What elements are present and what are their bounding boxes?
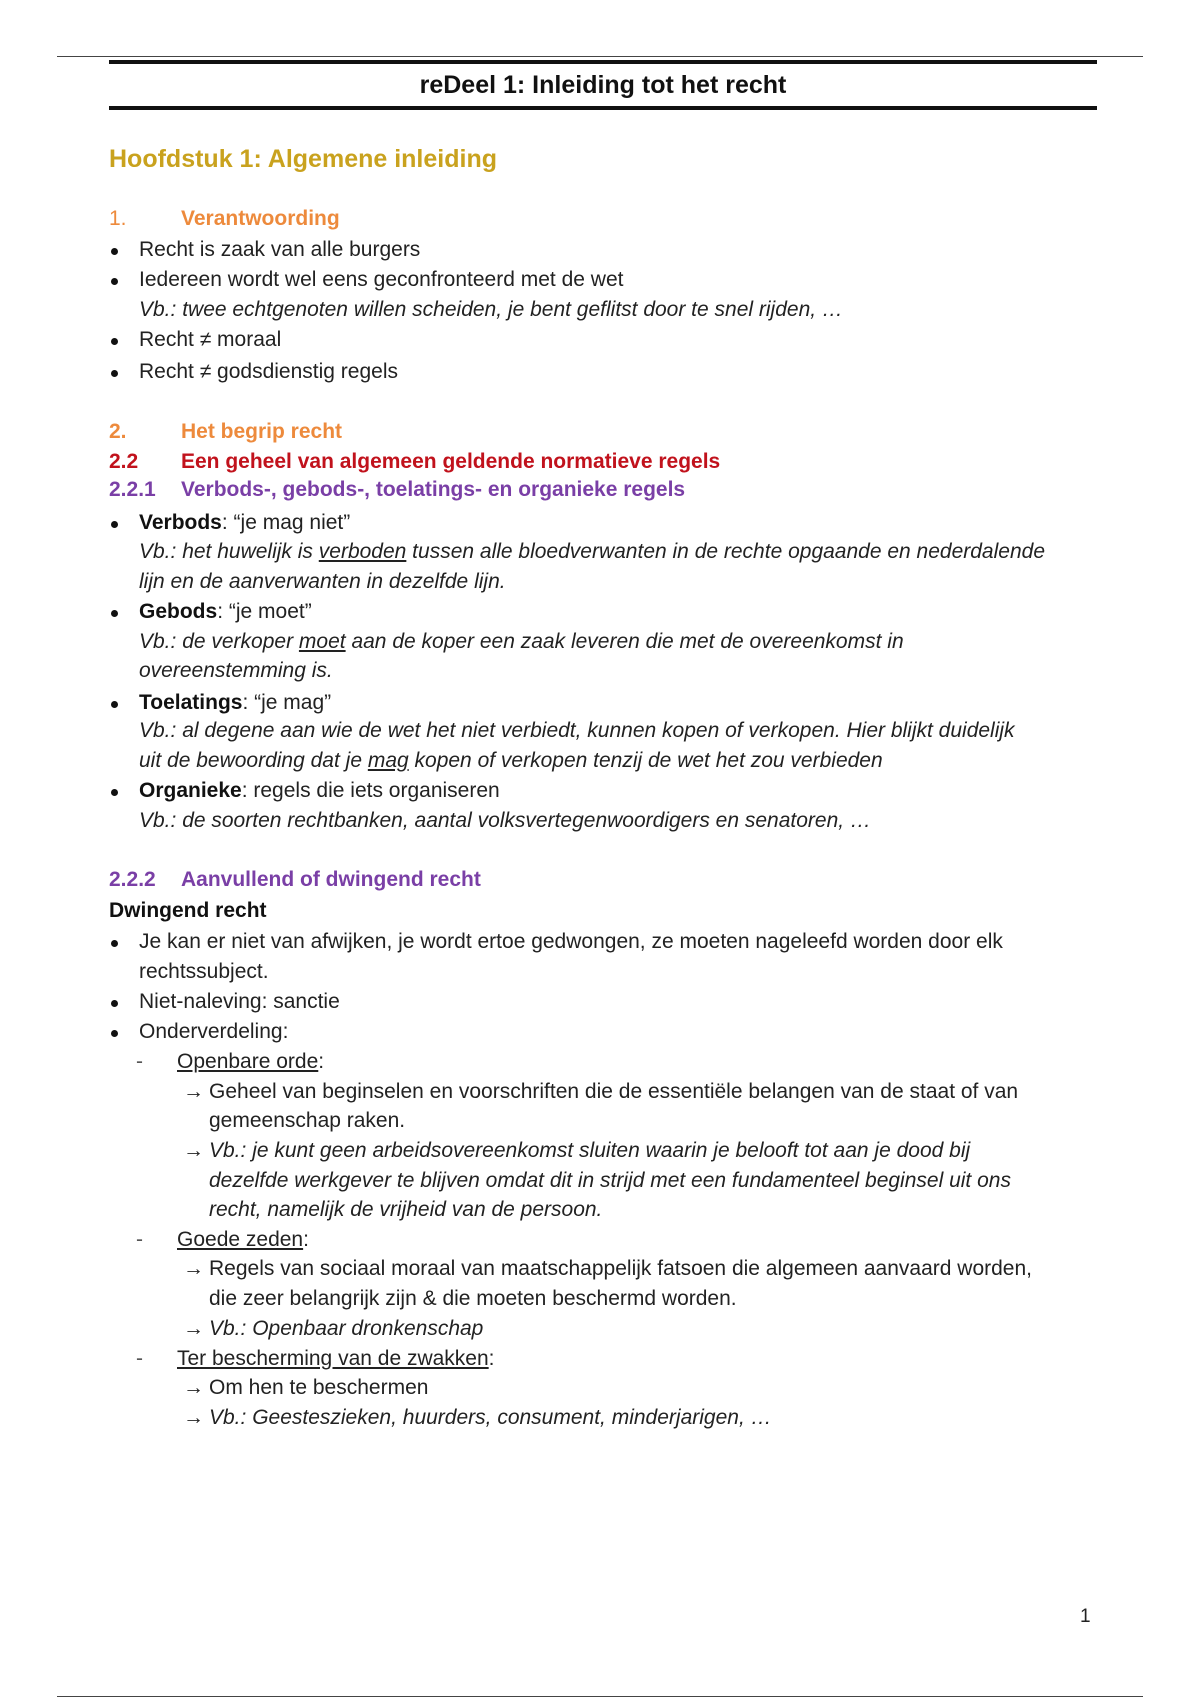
term: Verbods [139, 511, 222, 534]
subdivision-label: Openbare orde [177, 1050, 319, 1073]
section-2-2-heading [109, 450, 720, 474]
definition: : “je mag” [242, 691, 332, 714]
example-part: Vb.: het huwelijk is [139, 540, 319, 563]
subdivision-bescherming-zwakken [139, 1347, 495, 1371]
list-item-organieke [139, 779, 500, 803]
section-number: 1. [109, 207, 127, 230]
arrow-text-continued: recht, namelijk de vrijheid van de persoon. [209, 1198, 603, 1221]
list-item: Niet-naleving: sanctie [139, 990, 340, 1013]
term: Gebods [139, 600, 218, 623]
arrow-text: Regels van sociaal moraal van maatschappelijk fatsoen die algemeen aanvaard worden, [209, 1257, 1032, 1280]
example-part: uit de bewoording dat je [139, 749, 368, 772]
section-2-2-2-heading [109, 868, 481, 892]
colon: : [303, 1228, 309, 1251]
term: Organieke [139, 779, 242, 802]
arrow-text: Vb.: Openbaar dronkenschap [209, 1317, 484, 1340]
document-title: reDeel 1: Inleiding tot het recht [109, 60, 1097, 110]
section-number: 2.2.2 [109, 868, 156, 891]
list-item: Iedereen wordt wel eens geconfronteerd met de wet [139, 268, 624, 291]
page-top-rule [57, 56, 1143, 57]
example-text [139, 540, 1045, 564]
list-item-continued: rechtssubject. [139, 960, 269, 983]
subdivision-openbare-orde [139, 1050, 324, 1074]
example-text: lijn en de aanverwanten in dezelfde lijn. [139, 570, 506, 593]
arrow-item [183, 1376, 428, 1400]
section-1-heading [109, 207, 340, 231]
arrow-text: Vb.: Geesteszieken, huurders, consument, minderjarigen, … [209, 1406, 772, 1429]
section-label: Verbods-, gebods-, toelatings- en organieke regels [181, 478, 686, 501]
list-item-verbods [139, 511, 350, 535]
list-item: Onderverdeling: [139, 1020, 289, 1043]
example-part: Vb.: de verkoper [139, 630, 299, 653]
arrow-right-icon: → [183, 1139, 204, 1162]
arrow-right-icon: → [183, 1406, 204, 1429]
example-text [139, 749, 883, 773]
subdivision-label: Goede zeden [177, 1228, 304, 1251]
example-emphasis: mag [367, 749, 409, 772]
example-emphasis: moet [298, 630, 346, 653]
arrow-example [183, 1317, 483, 1341]
arrow-right-icon: → [183, 1257, 204, 1280]
arrow-text: Om hen te beschermen [209, 1376, 429, 1399]
section-label: Verantwoording [181, 207, 340, 230]
arrow-example [183, 1406, 772, 1430]
example-part: kopen of verkopen tenzij de wet het zou verbieden [408, 749, 883, 772]
arrow-text: Vb.: je kunt geen arbeidsovereenkomst sluiten waarin je belooft tot aan je dood bij [209, 1139, 971, 1162]
list-item: Recht ≠ moraal [139, 328, 282, 351]
section-2-2-1-heading [109, 478, 685, 502]
example-emphasis: verboden [318, 540, 407, 563]
example-text [139, 630, 904, 654]
page-bottom-rule [57, 1696, 1143, 1697]
arrow-text: Geheel van beginselen en voorschriften die de essentiële belangen van de staat of van [209, 1080, 1019, 1103]
definition: : “je moet” [217, 600, 312, 623]
list-item-gebods [139, 600, 312, 624]
arrow-text-continued: gemeenschap raken. [209, 1109, 406, 1132]
list-item-toelatings [139, 691, 331, 715]
chapter-heading: Hoofdstuk 1: Algemene inleiding [109, 145, 497, 173]
section-label: Het begrip recht [181, 420, 343, 443]
example-part: aan de koper een zaak leveren die met de overeenkomst in [345, 630, 904, 653]
list-item: Je kan er niet van afwijken, je wordt ertoe gedwongen, ze moeten nageleefd worden door elk [139, 930, 1003, 953]
list-item: Recht ≠ godsdienstig regels [139, 360, 399, 383]
example-text: Vb.: de soorten rechtbanken, aantal volksvertegenwoordigers en senatoren, … [139, 809, 871, 832]
colon: : [318, 1050, 325, 1073]
arrow-text-continued: die zeer belangrijk zijn & die moeten beschermd worden. [209, 1287, 737, 1310]
arrow-item [183, 1257, 1032, 1281]
section-2-heading [109, 420, 342, 444]
arrow-right-icon: → [183, 1080, 204, 1103]
example-text: Vb.: al degene aan wie de wet het niet verbiedt, kunnen kopen of verkopen. Hier blijkt duidelijk [139, 719, 1015, 742]
section-number: 2.2.1 [109, 478, 156, 501]
section-label: Een geheel van algemeen geldende normatieve regels [181, 450, 721, 473]
section-number: 2. [109, 420, 127, 443]
list-item: Recht is zaak van alle burgers [139, 238, 421, 261]
arrow-example [183, 1139, 970, 1163]
definition: : regels die iets organiseren [241, 779, 500, 802]
arrow-right-icon: → [183, 1317, 204, 1340]
section-label: Aanvullend of dwingend recht [181, 868, 481, 891]
arrow-text-continued: dezelfde werkgever te blijven omdat dit in strijd met een fundamenteel beginsel uit ons [209, 1169, 1011, 1192]
example-part: tussen alle bloedverwanten in de rechte opgaande en nederdalende [406, 540, 1045, 563]
subdivision-label: Ter bescherming van de zwakken [177, 1347, 489, 1370]
definition: : “je mag niet” [221, 511, 351, 534]
arrow-item [183, 1080, 1018, 1104]
example-text: overeenstemming is. [139, 659, 333, 682]
term: Toelatings [139, 691, 243, 714]
colon: : [488, 1347, 495, 1370]
dwingend-heading: Dwingend recht [109, 899, 267, 922]
page-number: 1 [1080, 1606, 1091, 1627]
arrow-right-icon: → [183, 1376, 204, 1399]
subdivision-goede-zeden [139, 1228, 309, 1252]
example-text: Vb.: twee echtgenoten willen scheiden, je bent geflitst door te snel rijden, … [139, 298, 843, 321]
section-number: 2.2 [109, 450, 139, 473]
